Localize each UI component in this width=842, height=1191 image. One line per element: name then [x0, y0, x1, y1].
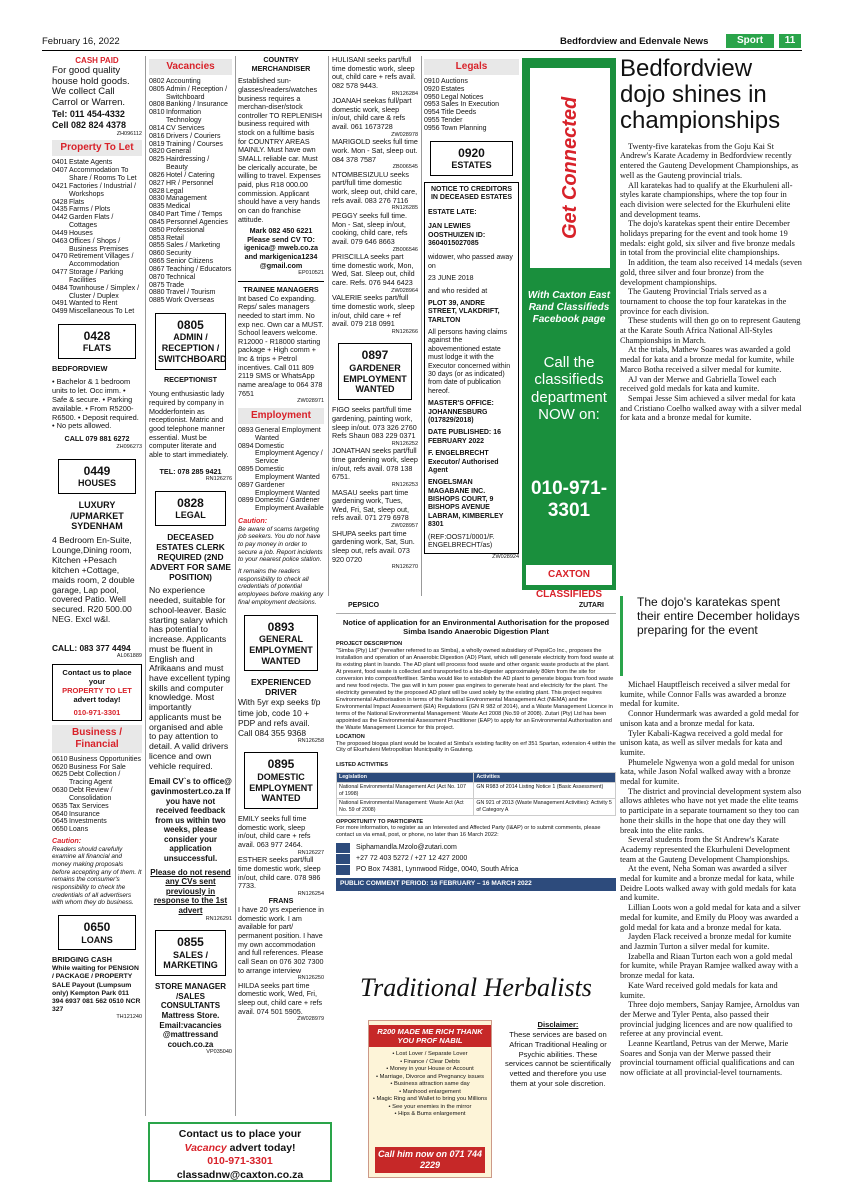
article-paragraph: AJ van der Merwe and Gabriella Towel each received gold medals for kata and kumite.: [620, 374, 777, 394]
herbalist-banner: R200 MADE ME RICH THANK YOU PROF NABIL: [369, 1025, 491, 1047]
article-paragraph: Connor Hundermark was awarded a gold medal for unison kata and a bronze medal for kata.: [620, 709, 799, 728]
ad-ref: RN126254: [297, 890, 324, 897]
category-item: 0499 Miscellaneous To Let: [52, 308, 135, 316]
category-item: 0421 Factories / Industrial / Workshops: [52, 182, 136, 198]
trainee-body: Int based Co expanding. Reps/ sales managers needed to start imm. No exp nec. Own car a MUST. School leavers welcome. R12000 - R18000 starting package + High comm + Inc & trips + Petrol incentives. Call 011 809 2119 SMS or WhatsApp name area/age to 064 378 7651: [238, 293, 324, 398]
herbalist-call: Call him now on 071 744 2229: [375, 1147, 485, 1173]
article-paragraph: Jayden Flack received a bronze medal for kumite and Jazmin Turton a silver medal for kumite.: [620, 932, 792, 951]
category-list: [52, 159, 142, 316]
column-divider: [235, 56, 236, 1116]
ad-emily: EMILY seeks full time domestic work, sleep in/out, child care + refs avail. 063 977 2464.: [238, 814, 311, 850]
category-box-gardener: 0897 GARDENER EMPLOYMENT WANTED: [338, 343, 412, 400]
article-paragraph: Phumelele Ngwenya won a gold medal for unison kata, while Jason Nofal walked away with a bronze medal for kumite.: [620, 757, 795, 787]
houses-body: 4 Bedroom En-Suite, Lounge,Dining room, Kitchen +Pesach kitchen +Cottage, maids room, 2 double garage, Lap pool, covered Patio. Well secured. R20 500.00 NEG. Excl w&l.: [52, 535, 135, 625]
call-classifieds-text: Call the classifieds department NOW on:: [531, 354, 607, 423]
cash-tel: Tel: 011 454-4332: [52, 109, 125, 120]
article-paragraph: In addition, the team also received 14 medals (seven gold, three silver and four bronze) from the development championships.: [620, 258, 802, 287]
category-item: 0867 Teaching / Educators: [149, 265, 232, 273]
category-item: 0825 Hairdressing / Beauty: [149, 156, 210, 172]
ad-ref: ZW028957: [391, 523, 418, 530]
ad-ref: RN126270: [391, 564, 418, 571]
article-paragraph: The dojo's karatekas spent their entire December holidays preparing for the event and took home 19 medals: eight gold, six silver and five bronze medals in total from the provincial elite championships.: [620, 219, 795, 258]
category-item: 0853 Retail: [149, 234, 184, 242]
estate-notice: NOTICE TO CREDITORS IN DECEASED ESTATES ESTATE LATE: JAN LEWIES OOSTHUIZEN ID: 3604015027085 widower, who passed away on 23 JUNE 2018 and who resided at PLOT 39, ANDRE STREET, VLAKDRIFT, TARLTON All persons having claims against the abovementioned estate must lodge it with the Executor concerned within 30 days (or as indicated) from date of publication hereof. MASTER'S OFFICE: JOHANNESBURG (017829/2018) DATE PUBLISHED: 16 FEBRUARY 2022 F. ENGELBRECHT Executor/ Authorised Agent ENGELSMAN MAGABANE INC. BISHOPS COURT, 9 BISHOPS AVENUE LABRAM, KIMBERLEY 8301 (REF:OOS71/0001/F. ENGELBRECHT/as): [424, 182, 519, 554]
article-paragraph: Tyler Kabali-Kagwa received a gold medal for unison kata, as well as silver medals for kata and kumite.: [620, 728, 783, 757]
activities-table: [336, 772, 616, 815]
ad-ref: ZW028979: [297, 1016, 324, 1023]
cash-body: For good quality house hold goods. We collect Call Carrol or Warren.: [52, 64, 130, 109]
legal-body: No experience needed, suitable for school-leaver. Basic starting salary which has potential to increase. Applicants must be fluent in English and Afrikaans and must have excellent typing skills and computer knowledge. Most importantly applicants must be organised and able to pay attention to detail. A valid drivers licence and own vehicle required.: [149, 585, 231, 771]
category-item: 0645 Investments: [52, 818, 107, 826]
table-row: National Environmental Management: Waste Act (Act No. 59 of 2008) GN 921 of 2013 (Waste Management Activities): Activity 5 of Category A: [337, 799, 616, 815]
legal-email: Email CV`s to office@ gavinmostert.co.za If you have not received feedback from us within two weeks, please consider your application unsuccessful.: [149, 777, 232, 864]
houses-call: CALL: 083 377 4494: [52, 643, 131, 654]
ad-marigold: MARIGOLD seeks full time work. Mon - Sat, sleep out. 084 378 7587: [332, 137, 418, 164]
category-item: 0407 Accommodation To Share / Rooms To Let: [52, 167, 137, 183]
ad-ref: ZH096112: [116, 130, 142, 137]
herbalist-service-item: • Magic Ring and Wallet to bring you Millions: [372, 1096, 488, 1103]
location-heading: LOCATION: [336, 733, 365, 740]
receptionist-title: RECEPTIONIST: [163, 374, 218, 384]
merchandiser-contact: Mark 082 450 6221 Please send CV TO: igenica@ mweb.co.za and markigenica1234 @gmail.com: [243, 226, 319, 270]
category-item: 0920 Estates: [424, 85, 465, 93]
column-legals: [424, 56, 519, 561]
category-item: 0895 Domestic Employment Wanted: [238, 466, 320, 481]
ad-ref: ZH096273: [116, 443, 142, 450]
classifieds-promo: [522, 58, 616, 600]
category-item: 0954 Title Deeds: [424, 109, 477, 117]
category-item: 0630 Debt Review / Consolidation: [52, 787, 113, 802]
trainee-title: TRAINEE MANAGERS: [243, 284, 319, 294]
category-item: 0865 Senior Citizens: [149, 258, 214, 266]
publication-name: Bedfordview and Edenvale News: [560, 36, 709, 47]
article-paragraph: Three dojo members, Sanjay Ramjee, Arnoldus van der Merwe and Tyler Penta, also passed their provincial judging licences and are now qualified to referee at any provincial event.: [620, 1000, 800, 1039]
category-item: 0827 HR / Personnel: [149, 179, 214, 187]
sales-body: Mattress Store. Email:vacancies @mattressand couch.co.za: [159, 1011, 222, 1049]
article-paragraph: Michael Hauptfleisch received a silver medal for kumite, while Connor Falls was awarded a bronze medal for kumite.: [620, 680, 791, 709]
loans-body: While waiting for PENSION / PACKAGE / PROPERTY SALE Payout (Lumpsum only) Kempton Park 011 394 6937 081 562 0510 NCR 327: [52, 965, 141, 1013]
herbalist-service-item: • Lost Lover / Separate Lover: [392, 1051, 468, 1058]
category-box-estates: 0920 ESTATES: [430, 141, 513, 176]
caxton-classifieds-logo: CAXTON CLASSIFIEDS: [526, 565, 612, 585]
ad-joanah: JOANAH seekas full/part domestic work, sleep in/out, child care & refs avail. 061 1673728: [332, 96, 412, 132]
herbalist-service-item: • Business attraction same day: [390, 1081, 470, 1088]
category-item: 0819 Training / Courses: [149, 140, 223, 148]
category-item: 0845 Personnel Agencies: [149, 218, 228, 226]
ad-ref: ZW028924: [492, 554, 519, 561]
category-item: 0860 Security: [149, 250, 192, 258]
category-item: 0870 Technical: [149, 273, 196, 281]
category-item: 0640 Insurance: [52, 810, 100, 818]
header-rule: [42, 50, 802, 51]
email-icon: [336, 843, 350, 853]
category-item: 0816 Drivers / Couriers: [149, 132, 221, 140]
merchandiser-title: COUNTRY MERCHANDISER: [251, 55, 311, 73]
article-paragraph: The Gauteng Provincial Trials served as a tournament to choose the top four karatekas in the province for each division.: [620, 287, 787, 316]
category-box-sales: 0855 SALES / MARKETING: [155, 930, 226, 976]
article-continued: [620, 680, 802, 1078]
receptionist-body: Young enthusiastic lady required by company in Modderfontein as receptionist. Matric and good telephone manner essential. Must be computer literate and able to start immediately.: [149, 389, 229, 459]
category-item: 0805 Admin / Reception / Switchboard: [149, 85, 228, 101]
herbalist-service-item: • Hips & Bums enlargement: [394, 1111, 466, 1118]
category-item: 0826 Hotel / Catering: [149, 171, 215, 179]
article-headline: Bedfordview dojo shines in championships: [620, 55, 781, 134]
article-paragraph: Kate Ward received gold medals for kata and kumite.: [620, 980, 778, 1000]
article-paragraph: These students will then go on to represent Gauteng at the Karate South Africa National All-Styles Championships in March.: [620, 316, 801, 345]
category-item: 0880 Travel / Tourism: [149, 289, 216, 297]
ad-hulisani: HULISANI seeks part/full time domestic work, sleep out, child care + refs avail. 082 578 9443.: [332, 55, 416, 90]
category-item: 0910 Auctions: [424, 78, 468, 85]
ad-ref: RN126285: [391, 205, 418, 212]
comment-period: PUBLIC COMMENT PERIOD: 16 FEBRUARY – 16 MARCH 2022: [336, 878, 616, 890]
herbalist-service-item: • See your enemies in the mirror: [388, 1103, 472, 1110]
category-item: 0470 Retirement Villages / Accommodation: [52, 253, 134, 269]
category-item: 0893 General Employment Wanted: [238, 426, 321, 442]
herbalist-title: Traditional Herbalists: [360, 973, 592, 1002]
category-item: 0956 Town Planning: [424, 124, 487, 132]
category-box-houses: 0449 HOUSES: [58, 459, 136, 494]
category-item: 0442 Garden Flats / Cottages: [52, 214, 114, 230]
category-item: 0810 Information Technology: [149, 109, 202, 125]
ad-ref: RN126252: [391, 440, 418, 447]
table-header: Legislation: [337, 773, 474, 783]
column-vacancies: [149, 56, 232, 1056]
ad-ref: TH121240: [116, 1014, 142, 1021]
category-item: 0610 Business Opportunities: [52, 755, 141, 763]
cash-cell: Cell 082 824 4378: [52, 120, 127, 131]
ad-ref: RN126276: [205, 476, 232, 483]
ad-ref: ZW028971: [297, 398, 324, 405]
category-item: 0650 Loans: [52, 826, 89, 834]
section-label: Sport: [726, 34, 774, 48]
project-description-heading: PROJECT DESCRIPTION: [336, 640, 403, 647]
herbalist-poster: [368, 1020, 492, 1178]
section-employment: Employment: [238, 408, 324, 424]
zutari-logo: ZUTARI: [578, 602, 604, 609]
property-ad-box: Contact us to place your PROPERTY TO LET advert today! 010-971-3301: [52, 664, 142, 721]
ad-hilda: HILDA seeks part time domestic work, Wed, Fri, sleep out, child care + refs avail. 074 501 5905.: [238, 980, 323, 1016]
vacancy-advert-box: Contact us to place your Vacancy advert today! 010-971-3301 classadnw@caxton.co.za: [148, 1122, 332, 1182]
category-list: [149, 78, 232, 305]
classifieds-phone: 010-971-3301: [530, 478, 608, 521]
table-row: National Environmental Management Act (Act No. 107 of 1998) GN R983 of 2014 Listing Notice 1 (Basic Assessment): [337, 783, 616, 799]
section-property-to-let: Property To Let: [52, 140, 142, 156]
phone-icon: [336, 854, 350, 864]
ad-ref: ZW028964: [391, 287, 418, 294]
flats-title: BEDFORDVIEW: [52, 364, 108, 374]
facebook-promo-text: With Caxton East Rand Classifieds Facebook page: [527, 290, 611, 325]
article-body-continued: [620, 680, 802, 1078]
ad-ref: ZB006545: [392, 164, 418, 171]
caution-body: Be aware of scams targeting job seekers. You do not have to pay money in order to secure a job. Report incidents to your nearest police station.: [238, 525, 323, 564]
contact-email: Siphamandla.Mzolo@zutari.com: [336, 843, 616, 853]
category-item: 0894 Domestic Employment Agency / Service: [238, 442, 323, 466]
article-paragraph: All karatekas had to qualify at the Ekurhuleni all-styles karate championships, where the top four in each division were selected for the Ekurhuleni elite and development teams.: [620, 180, 793, 219]
merchandiser-body: Established sun-glasses/readers/watches business requires a merchan-diser/stock controller TO REPLENISH business required with stock on a fulltime basis for COUNTRY AREAS MAINLY. Must have own SMALL reliable car. Must be clerically accurate, be willing to travel. Expenses paid, plus R18 000.00 commission. Applicant should have a very hands on can do franchise attitude.: [238, 76, 323, 224]
category-box-flats: 0428 FLATS: [58, 324, 136, 359]
category-box-admin: 0805 ADMIN / RECEPTION / SWITCHBOARD: [155, 313, 226, 370]
ad-ref: RN126266: [391, 328, 418, 335]
issue-date: February 16, 2022: [42, 36, 120, 47]
herbalist-service-item: • Marriage, Divorce and Pregnancy issues: [375, 1073, 485, 1080]
category-item: 0802 Accounting: [149, 78, 201, 85]
caution-body-2: It remains the readers responsibility to check all credentials of potential employees before making any final employment decisions.: [238, 568, 324, 606]
category-item: 0855 Sales / Marketing: [149, 242, 221, 250]
ad-ref: RN126250: [297, 975, 324, 982]
mail-icon: [336, 865, 350, 875]
contact-phone: +27 72 403 5272 / +27 12 427 2000: [336, 854, 616, 864]
ad-figo: FIGO seeks part/full time gardening, painting work, sleep in/out. 073 326 2760 Refs Shaun 083 229 0371: [332, 405, 417, 441]
ad-ref: ZW028978: [391, 131, 418, 138]
category-item: 0840 Part Time / Temps: [149, 211, 223, 219]
ad-ref: ZB006546: [392, 246, 418, 253]
category-item: 0491 Wanted to Rent: [52, 300, 118, 308]
houses-title: LUXURY /UPMARKET SYDENHAM: [70, 499, 124, 532]
ad-ref: EP010521: [298, 270, 324, 277]
ad-ref: RN126227: [297, 849, 324, 856]
category-item: 0830 Management: [149, 195, 207, 203]
ad-priscilla: PRISCILLA seeks part time domestic work, Mon, Wed, Sat. Sleep out, child care. Refs. 076 944 6423: [332, 252, 415, 288]
ad-rule: [238, 281, 324, 282]
get-connected-text: Get Connected: [530, 68, 610, 268]
article-paragraph: Leanne Keartland, Petrus van der Merwe, Marie Soares and Sonja van der Merwe passed their provincial tournament official qualifications and can now officiate at all provincial-level tournaments.: [620, 1039, 795, 1078]
cash-title: CASH PAID: [75, 56, 119, 65]
ad-shupa: SHUPA seeks part time gardening work, Sat, Sun. sleep out, refs avail. 073 920 0720: [332, 528, 415, 564]
ad-ref: RN126253: [391, 481, 418, 488]
category-item: 0635 Tax Services: [52, 802, 109, 810]
category-item: 0484 Townhouse / Simplex / Cluster / Duplex: [52, 284, 140, 300]
category-item: 0828 Legal: [149, 187, 184, 195]
project-description: "Simba (Pty) Ltd" (hereafter referred to as Simba), a wholly owned subsidiary of PepsiCo Inc., proposes the installation and operation of an Anaerobic Digestion (AD) Plant, which will generate electricity from food waste at its existing plant in Isando. The AD plant will process food waste and other organic waste products at the plant. At present, food waste is collected and transported to a bio-digester approximately 80km from the site for conversion into compost/fertiliser. Simba would like to establish the AD plant to generate biogas from food waste and new food rejects. The gas will in turn power gas engines to generate heat and electricity for the plant. The electricity generated by the proposed AD plant will be used solely by the existing plant. This project requires Environmental Authorisation in terms of the National Environmental Management Act (NEMA) and the Environmental Impact Assessment (EIA) Regulations (GN R 982 of 2014), and a Waste Management Licence in terms of the National Environmental Management: Waste Act 2008 (No.59 of 2008). Zutari (Pty) Ltd has been appointed as the Environmental Assessment Practitioner (EAP) to apply for an Environmental Authorisation and the Waste Management Licence for this project.: [336, 647, 614, 731]
category-box-domestic-employment: 0895 DOMESTIC EMPLOYMENT WANTED: [244, 752, 318, 809]
contact-post: PO Box 74381, Lynnwood Ridge, 0040, South Africa: [336, 865, 616, 875]
section-vacancies: Vacancies: [149, 59, 232, 75]
flats-call: CALL 079 881 6272: [64, 434, 130, 444]
flats-body: • Bachelor & 1 bedroom units to let. Occ imm. • Safe & secure. • Parking available. • From R5200-R6500. • Deposit required. • No pets allowed.: [52, 377, 139, 431]
category-item: 0808 Banking / Insurance: [149, 101, 228, 109]
caution-body: Readers should carefully examine all financial and money making proposals before accepting any of them. It remains the consumer's responsibility to check the credentials of all advertisers with whom they do business.: [52, 845, 142, 907]
column-domestic: [332, 56, 418, 571]
herbalist-service-item: • Manhood enlargement: [399, 1088, 461, 1095]
article-paragraph: Lillian Loots won a gold medal for kata and a silver medal for kumite, and Emily du Plooy was awarded a gold medal for kata and a bronze medal for kata.: [620, 903, 801, 932]
driver-title: EXPERIENCED DRIVER: [250, 677, 312, 698]
participate-text: For more information, to register as an Interested and Affected Party (I&AP) or to submit comments, please contact us via email, post, or phone, no later than 16 March 2022:: [336, 825, 601, 839]
column-property: [52, 56, 142, 1021]
category-item: 0463 Offices / Shops / Business Premises: [52, 237, 129, 253]
ad-ref: RN126258: [297, 737, 324, 744]
article-paragraph: At the event, Neha Soman was awarded a silver medal for kumite and a bronze medal for kata, while Deidre Loots walked away with gold medals for kata and kumite.: [620, 864, 797, 903]
frans-body: I have 20 yrs experience in domestic work. I am available for part/ permanent position. I have my own accommodation and full references. Please call Sean on 076 302 7300 to arrange interview: [238, 905, 324, 975]
category-box-loans: 0650 LOANS: [58, 915, 136, 950]
category-item: 0449 Houses: [52, 229, 93, 237]
category-list: [238, 427, 324, 513]
article-paragraph: The district and provincial development system also allows athletes who have not yet made the elite teams to participate in a separate tournament so they too can hone their skills in the hope that one day they will break into the elite ranks.: [620, 786, 802, 835]
ad-ref: AL061889: [116, 653, 142, 660]
pepsico-logo: PEPSICO: [348, 602, 380, 609]
category-item: 0401 Estate Agents: [52, 159, 113, 167]
page-number: 11: [779, 34, 801, 48]
category-item: 0953 Sales In Execution: [424, 101, 499, 109]
ad-ref: VP035040: [206, 1049, 232, 1056]
section-legals: Legals: [424, 59, 519, 75]
column-divider: [421, 56, 422, 596]
legal-title: DECEASED ESTATES CLERK REQUIRED (2ND ADVERT FOR SAME POSITION): [150, 531, 231, 583]
category-box-general-employment: 0893 GENERAL EMPLOYMENT WANTED: [244, 615, 318, 672]
listed-activities-heading: LISTED ACTIVITIES: [336, 762, 389, 769]
category-list: [424, 78, 519, 133]
table-header: Activities: [474, 773, 616, 783]
article-paragraph: Twenty-five karatekas from the Goju Kai St Andrew's Karate Academy in Bedfordview recently entered the Gauteng Development Championships, as well as the Gauteng provincial trials.: [620, 141, 799, 180]
column-employment: [238, 56, 324, 1023]
category-item: 0897 Gardener Employment Wanted: [238, 481, 320, 497]
article-paragraph: Sempai Jesse Sim achieved a silver medal for kata and Cristiano Coelho walked away with a silver medal for kata and a bronze medal for kumite.: [620, 394, 802, 423]
ad-valerie: VALERIE seeks part/full time domestic work, sleep in/out, child care + ref avail. 079 218 0991: [332, 293, 415, 329]
ad-esther: ESTHER seeks part/full time domestic work, sleep in/out, child care. 078 986 7733.: [238, 855, 321, 891]
article-paragraph: Izabella and Riaan Turton each won a gold medal for kumite, while Prayan Ramjee walked away with a bronze medal for kata.: [620, 951, 799, 981]
legal-note: Please do not resend any CVs sent previously in response to the 1st advert: [150, 867, 231, 916]
category-item: 0820 General: [149, 148, 191, 156]
article-paragraph: At the trials, Mathew Soares was awarded a gold medal for kata and a bronze medal for kumite, while Marco Botha received a silver medal for kumite.: [620, 345, 795, 374]
caution-title: Caution:: [52, 835, 82, 845]
frans-title: FRANS: [268, 896, 294, 906]
herbalist-service-item: • Finance / Clear Debts: [400, 1058, 460, 1065]
category-item: 0955 Tender: [424, 117, 463, 125]
category-item: 0435 Farms / Plots: [52, 206, 111, 214]
loans-title: BRIDGING CASH: [52, 955, 112, 965]
category-item: 0625 Debt Collection / Tracing Agent: [52, 771, 121, 787]
section-business-financial: Business / Financial: [52, 725, 142, 753]
driver-body: With 5yr exp seeks f/p time job, code 10 + PDP and refs avail. Call 084 355 9368: [238, 697, 321, 738]
column-divider: [145, 56, 146, 1116]
category-item: 0875 Trade: [149, 281, 185, 289]
participate-heading: OPPORTUNITY TO PARTICIPATE: [336, 818, 424, 825]
herbalist-service-item: • Money in your House or Account: [386, 1066, 474, 1073]
category-item: 0477 Storage / Parking Facilities: [52, 269, 124, 284]
environmental-notice: [336, 600, 616, 970]
category-item: 0885 Work Overseas: [149, 297, 215, 305]
ad-jonathan: JONATHAN seeks part/full time gardening work, sleep in/out, refs avail. 078 138 6751.: [332, 446, 418, 482]
sales-title: STORE MANAGER /SALES CONSULTANTS: [155, 982, 226, 1011]
ad-peggy: PEGGY seeks full time. Mon - Sat, sleep in/out, cooking, child care, refs avail. 079 646 8663: [332, 210, 408, 246]
ad-ref: RN126291: [205, 915, 232, 922]
caution-title: Caution:: [238, 516, 268, 525]
location-text: The proposed biogas plant would be located at Simba's existing facility on erf 351 Spartan, extension 4 within the City of Ekurhuleni Metropolitan Municipality in Gauteng.: [336, 740, 616, 754]
category-list: [52, 756, 142, 834]
category-item: 0428 Flats: [52, 198, 85, 206]
notice-title: Notice of application for an Environmental Authorisation for the proposed Simba Isando Anaerobic Digestion Plant: [342, 617, 610, 637]
receptionist-tel: TEL: 078 285 9421: [159, 466, 222, 476]
category-item: 0620 Business For Sale: [52, 763, 126, 771]
pull-quote: The dojo's karatekas spent their entire December holidays preparing for the event: [620, 596, 802, 676]
disclaimer: Disclaimer: These services are based on African Traditional Healing or Psychic abilities. These services cannot be scientifically vetted and therefore you use them at your sole discretion.: [505, 1020, 611, 1089]
ad-ref: RN126284: [391, 90, 418, 97]
category-item: 0950 Legal Notices: [424, 93, 484, 101]
ad-ntombesizulu: NTOMBESIZULU seeks part/full time domestic work, sleep out, child care, refs avail. 083 276 7116: [332, 169, 418, 205]
category-item: 0899 Domestic / Gardener Employment Available: [238, 497, 324, 513]
category-item: 0814 CV Services: [149, 124, 205, 132]
category-item: 0850 Professional: [149, 226, 205, 234]
category-box-legal: 0828 LEGAL: [155, 491, 226, 526]
article-body: [620, 142, 802, 423]
notice-logos: [336, 600, 616, 614]
article: [620, 56, 802, 423]
herbalist-ad: [336, 972, 616, 1182]
herbalist-services: [369, 1051, 491, 1119]
column-divider: [328, 56, 329, 596]
category-item: 0835 Medical: [149, 203, 191, 211]
article-paragraph: Several students from the St Andrew's Karate Academy represented the Ekurhuleni Development team at the Gauteng Development Championships.: [620, 835, 791, 864]
ad-masau: MASAU seeks part time gardening work, Tues, Wed, Fri, Sat, sleep out, refs avail. 071 279 6978: [332, 487, 409, 523]
